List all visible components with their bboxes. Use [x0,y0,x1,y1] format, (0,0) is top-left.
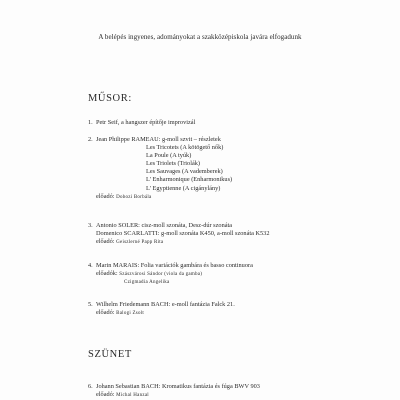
work-title: Les Triolets (Triolák) [146,160,200,168]
performer-line [88,309,388,318]
work-title: La Poule (A tyúk) [146,152,192,160]
item-number: 6. [88,383,93,390]
program-item-4 [88,262,388,287]
admission-notice: A belépés ingyenes, adományokat a szakközépiskola javára elfogadunk [98,33,302,41]
performer-line [88,270,388,279]
item-number: 4. [88,262,93,269]
performer-line [88,391,388,400]
performer-line [88,193,388,202]
work-title: L' Egyptienne (A cigánylány) [146,184,221,192]
composer-line: Jean Philippe RAMEAU: g-moll szvit – részletek [96,136,221,143]
performer-name: Dobozi Borbála [116,194,152,200]
performer-name: Szászvárosi Sándor (viola da gamba) [119,272,203,278]
intermission-heading: SZÜNET [88,349,132,360]
performer-label: előadó: [96,309,115,317]
performer-label: előadó: [96,192,115,200]
performer-label: előadó: [96,391,115,399]
item-number: 2. [88,136,93,143]
item-number: 3. [88,222,93,229]
work-title: Les Tricotets (A kötögető nők) [146,144,224,152]
composer-line: Johann Sebastian BACH: Kromatikus fantázia és fúga BWV 903 [96,383,260,390]
performer-line [88,238,388,247]
program-item-6 [88,383,388,400]
work-title: Les Sauvages (A vademberek) [146,168,223,176]
work-title: L' Enharmonique (Enharmonikus) [146,176,233,184]
program-item-5 [88,301,388,318]
composer-line: Marin MARAIS: Folia variációk gambára és basso continuora [96,262,253,269]
performer-label: előadók: [96,270,118,278]
item-line: Petr Seif, a hangszer építője improvizál [96,119,196,126]
program-item-3 [88,222,388,247]
composer-line: Domenico SCARLATTI: g-moll szonáta K450, a-moll szonáta K532 [96,230,270,238]
performer-label: előadó: [96,238,115,246]
item-number: 5. [88,301,93,308]
program-item-1 [88,119,388,127]
program-heading: MŰSOR: [88,93,132,104]
performer-name: Czigmadia Angelika [124,280,170,286]
performer-name: Geiszlerné Papp Rita [116,240,164,246]
composer-line: Antonio SOLER: cisz-moll szonáta, Desz-dúr szonáta [96,222,233,229]
performer-name: Balogi Zsolt [116,311,144,317]
performer-name: Michal Hanzal [116,393,149,399]
program-item-2 [88,136,388,202]
item-number: 1. [88,119,93,126]
composer-line: Wilhelm Friedemann BACH: e-moll fantázia Falck 21. [96,301,235,308]
